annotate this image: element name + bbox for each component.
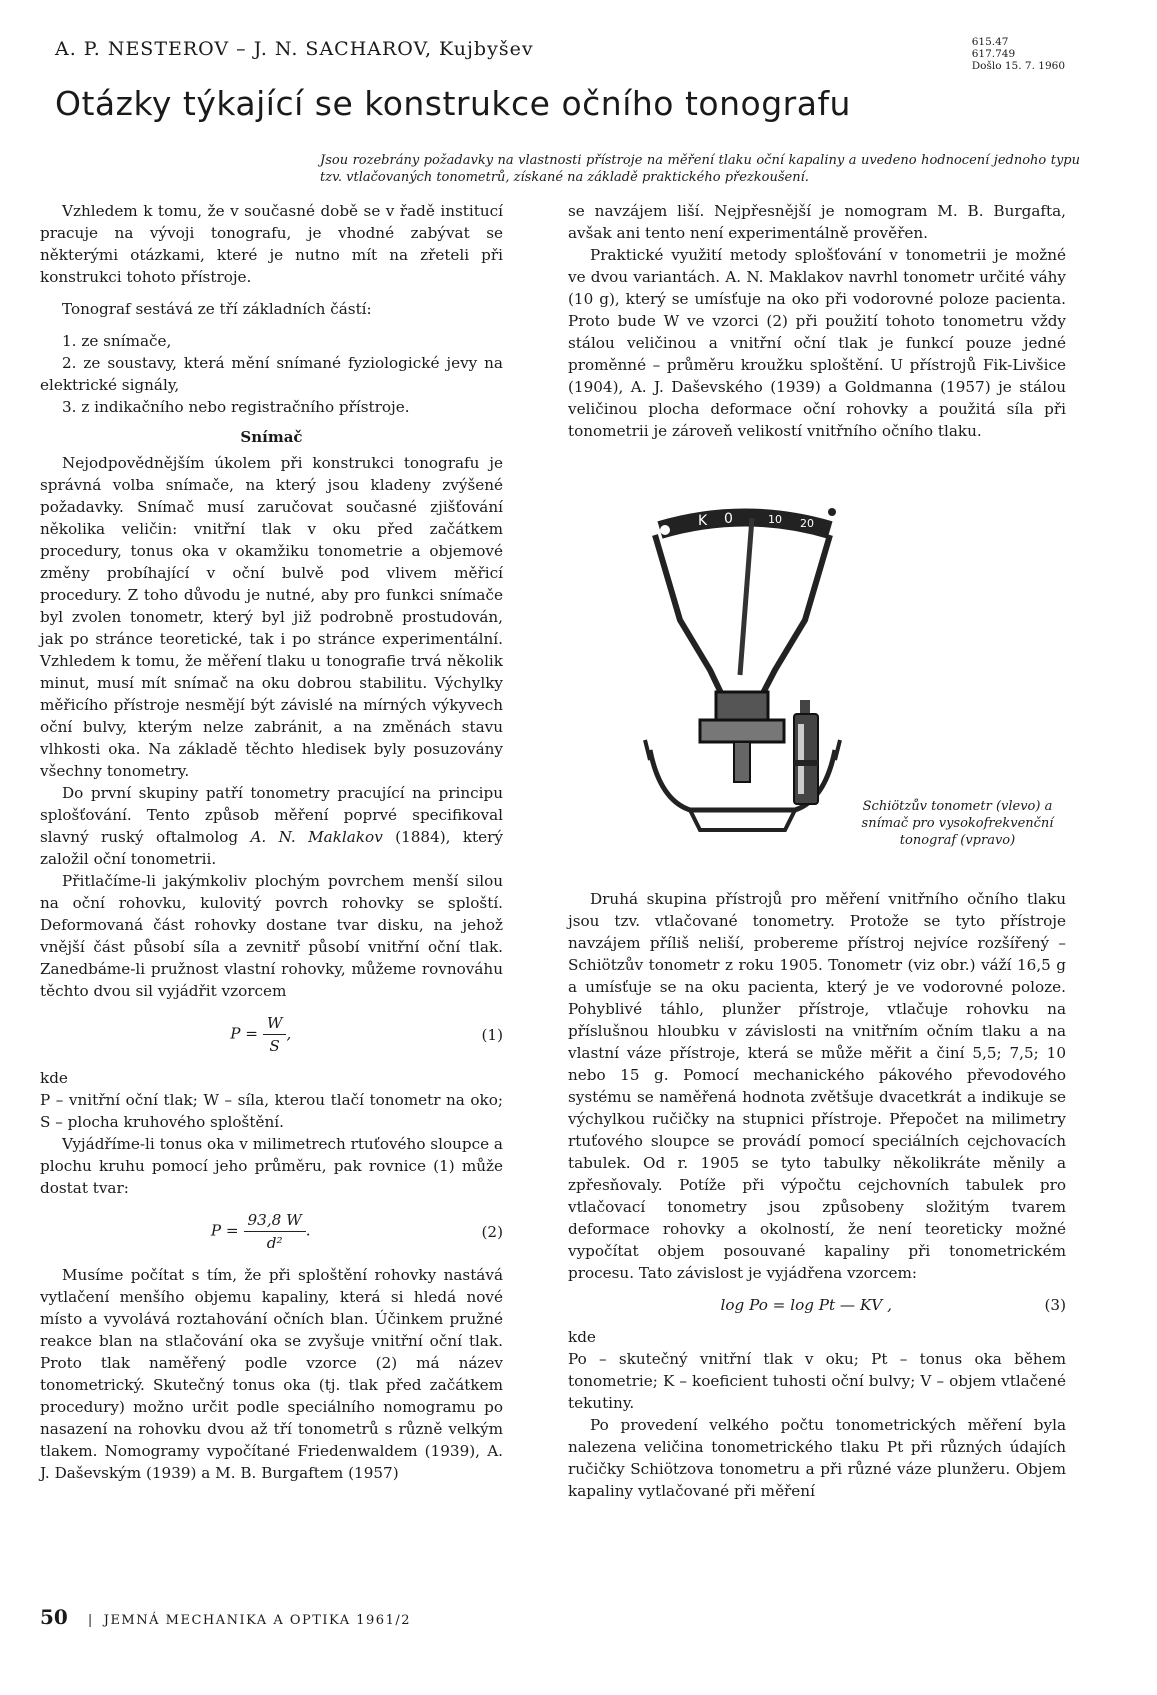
right-column-bottom xyxy=(568,888,1066,1502)
paragraph: Vzhledem k tomu, že v současné době se v řadě institucí pracuje na vývoji tonografu, je vhodné zabývat se některými otázkami, které je nutno mít na zřeteli při konstrukci tohoto přístroje. xyxy=(40,202,503,286)
paragraph: se navzájem liší. Nejpřesnější je nomogram M. B. Burgafta, avšak ani tento není experimentálně prověřen. xyxy=(568,202,1066,242)
paragraph: Tonograf sestává ze tří základních částí: xyxy=(62,300,372,318)
paragraph: Praktické využití metody splošťování v tonometrii je možné ve dvou variantách. A. N. Maklakov navrhl tonometr určité váhy (10 g), který se umísťuje na oko při vodorovné poloze pacienta. Proto bude W ve vzorci (2) při použití tohoto tonometru vždy stálou veličinou a vnitřní oční tlak je funkcí pouze jedné proměnné – průměru kroužku sploštění. U přístrojů Fik-Livšice (1904), A. J. Daševského (1939) a Goldmanna (1957) je stálou veličinou plocha deformace oční rohovky a použitá síla při tonometrii je zároveň velikostí vnitřního očního tlaku. xyxy=(568,246,1066,440)
definitions: Po – skutečný vnitřní tlak v oku; Pt – tonus oka během tonometrie; K – koeficient tuhosti oční bulvy; V – objem vtlačené tekutiny. xyxy=(568,1350,1066,1412)
article-title: Otázky týkající se konstrukce očního tonografu xyxy=(55,84,851,123)
received-date: Došlo 15. 7. 1960 xyxy=(971,60,1065,72)
right-column-top xyxy=(568,200,1066,442)
frame-right xyxy=(762,535,830,695)
udc-code: 617.749 xyxy=(971,48,1016,60)
list-item: 2. ze soustavy, která mění snímané fyziologické jevy na elektrické signály, xyxy=(40,354,503,394)
list-item: 3. z indikačního nebo registračního přístroje. xyxy=(62,398,410,416)
paragraph: kde xyxy=(40,1069,68,1087)
paragraph: Přitlačíme-li jakýmkoliv plochým povrchem menší silou na oční rohovku, kulovitý povrch rohovky se sploští. Deformovaná část rohovky dostane tvar disku, na jehož vnější část působí síla a zevnitř působí vnitřní oční tlak. Zanedbáme-li pružnost vlastní rohovky, můžeme rovnováhu těchto dvou sil vyjádřit vzorcem xyxy=(40,872,503,1000)
paragraph: Nejodpovědnějším úkolem při konstrukci tonografu je správná volba snímače, na který jsou kladeny zvýšené požadavky. Snímač musí zaručovat současné zjišťování několika veličin: vnitřní tlak v oku před začátkem procedury, tonus oka v okamžiku tonometrie a objemové změny probíhající v oční bulvě pod vlivem měřicí procedury. Z toho důvodu je nutné, aby pro funkci snímače byl zvolen tonometr, který byl již podrobně prostudován, jak po stránce teoretické, tak i po stránce experimentální. Vzhledem k tomu, že měření tlaku u tonografie trvá několik minut, musí mít snímač na oku dobrou stabilitu. Výchylky měřicího přístroje nesmějí být závislé na mírných výkyvech oční bulvy, kterým nelze zabránit, a na změnách stavu vlhkosti oka. Na základě těchto hledisek byly posuzovány všechny tonometry. xyxy=(40,454,503,780)
svg-text:10: 10 xyxy=(768,513,782,526)
udc-block xyxy=(972,36,1065,72)
authors: A. P. NESTEROV – J. N. SACHAROV, Kujbyšev xyxy=(55,38,534,60)
footer: 50 | JEMNÁ MECHANIKA A OPTIKA 1961/2 xyxy=(40,1605,412,1629)
paragraph: Do první skupiny patří tonometry pracující na principu splošťování. Tento způsob měření poprvé specifikoval slavný ruský oftalmolog A. N. Maklakov (1884), který založil oční tonometrii. xyxy=(40,784,503,868)
paragraph: Druhá skupina přístrojů pro měření vnitřního očního tlaku jsou tzv. vtlačované tonometry. Protože se tyto přístroje navzájem příliš neliší, probereme přístroj nejvíce rozšířený – Schiötzův tonometr z roku 1905. Tonometr (viz obr.) váží 16,5 g a umísťuje se na oku pacienta, který je ve vodorovné poloze. Pohyblivé táhlo, plunžer přístroje, vtlačuje rohovku na příslušnou hloubku v závislosti na vnitřním očním tlaku a na vlastní váze přístroje, která se může měřit a činí 5,5; 7,5; 10 nebo 15 g. Pomocí mechanického pákového převodového systému se naměřená hodnota zvětšuje dvacetkrát a indikuje se výchylkou ručičky na stupnici přístroje. Přepočet na milimetry rtuťového sloupce se provádí pomocí speciálních cejchovacích tabulek. Od r. 1905 se tyto tabulky několikráte měnily a zpřesňovaly. Potíže při výpočtu cejchovních tabulek pro vtlačovací tonometry jsou způsobeny složitým tvarem deformace rohovky a okolností, že není teoreticky možné vypočítat objem posouvané kapaliny při tonometrickém procesu. Tato závislost je vyjádřena vzorcem: xyxy=(568,890,1066,1282)
paragraph: kde xyxy=(568,1328,596,1346)
svg-text:K: K xyxy=(698,513,708,529)
paragraph: Vyjádříme-li tonus oka v milimetrech rtuťového sloupce a plochu kruhu pomocí jeho průměru, pak rovnice (1) může dostat tvar: xyxy=(40,1135,503,1197)
sensor-figure xyxy=(786,700,826,810)
journal-name: JEMNÁ MECHANIKA A OPTIKA 1961/2 xyxy=(103,1613,412,1628)
page-number: 50 xyxy=(40,1605,68,1629)
frame-left xyxy=(655,535,722,695)
equation-number: (3) xyxy=(1044,1296,1066,1314)
paragraph: Po provedení velkého počtu tonometrických měření byla nalezena veličina tonometrického tlaku Pt při různých údajích ručičky Schiötzova tonometru a při různé váze plunžeru. Objem kapaliny vytlačované při měření xyxy=(568,1416,1066,1500)
figure-caption: Schiötzův tonometr (vlevo) a snímač pro vysokofrekvenční tonograf (vpravo) xyxy=(861,799,1054,848)
left-column xyxy=(40,200,503,1484)
section-heading: Snímač xyxy=(240,428,303,446)
paragraph: Musíme počítat s tím, že při sploštění rohovky nastává vytlačení menšího objemu kapaliny, která si hledá nové místo a vyvolává roztahování očních blan. Účinkem pružné reakce blan na stlačování oka se zvyšuje vnitřní oční tlak. Proto tlak naměřený podle vzorce (2) má název tonometrický. Skutečný tonus oka (tj. tlak před začátkem procedury) možno určit podle speciálního nomogramu po nasazení na rohovku dvou až tří tonometrů s různě velkým tlakem. Nomogramy vypočítané Friedenwaldem (1939), A. J. Daševským (1939) a M. B. Burgaftem (1957) xyxy=(40,1266,503,1482)
abstract: Jsou rozebrány požadavky na vlastnosti přístroje na měření tlaku oční kapaliny a uvedeno hodnocení jednoho typu tzv. vtlačovaných tonometrů, získané na základě praktického přezkoušení. xyxy=(320,153,1080,185)
equation-number: (1) xyxy=(481,1025,503,1044)
person-name: A. N. Maklakov xyxy=(250,828,383,846)
udc-code: 615.47 xyxy=(971,36,1009,48)
svg-text:0: 0 xyxy=(724,511,733,527)
equation-2: P = $\frac{93,8 W}{\text{d²}}$ . (2) xyxy=(210,1211,503,1252)
equation-3: log Po = log Pt — KV , (3) xyxy=(720,1296,1066,1314)
pointer-needle xyxy=(740,518,752,675)
list-item: 1. ze snímače, xyxy=(62,332,172,350)
definitions: P – vnitřní oční tlak; W – síla, kterou tlačí tonometr na oko; S – plocha kruhového sploštění. xyxy=(40,1091,503,1131)
equation-1: P = $\frac{W}{S}$ , (1) xyxy=(230,1014,503,1055)
equation-number: (2) xyxy=(481,1222,503,1241)
svg-text:20: 20 xyxy=(800,517,814,530)
